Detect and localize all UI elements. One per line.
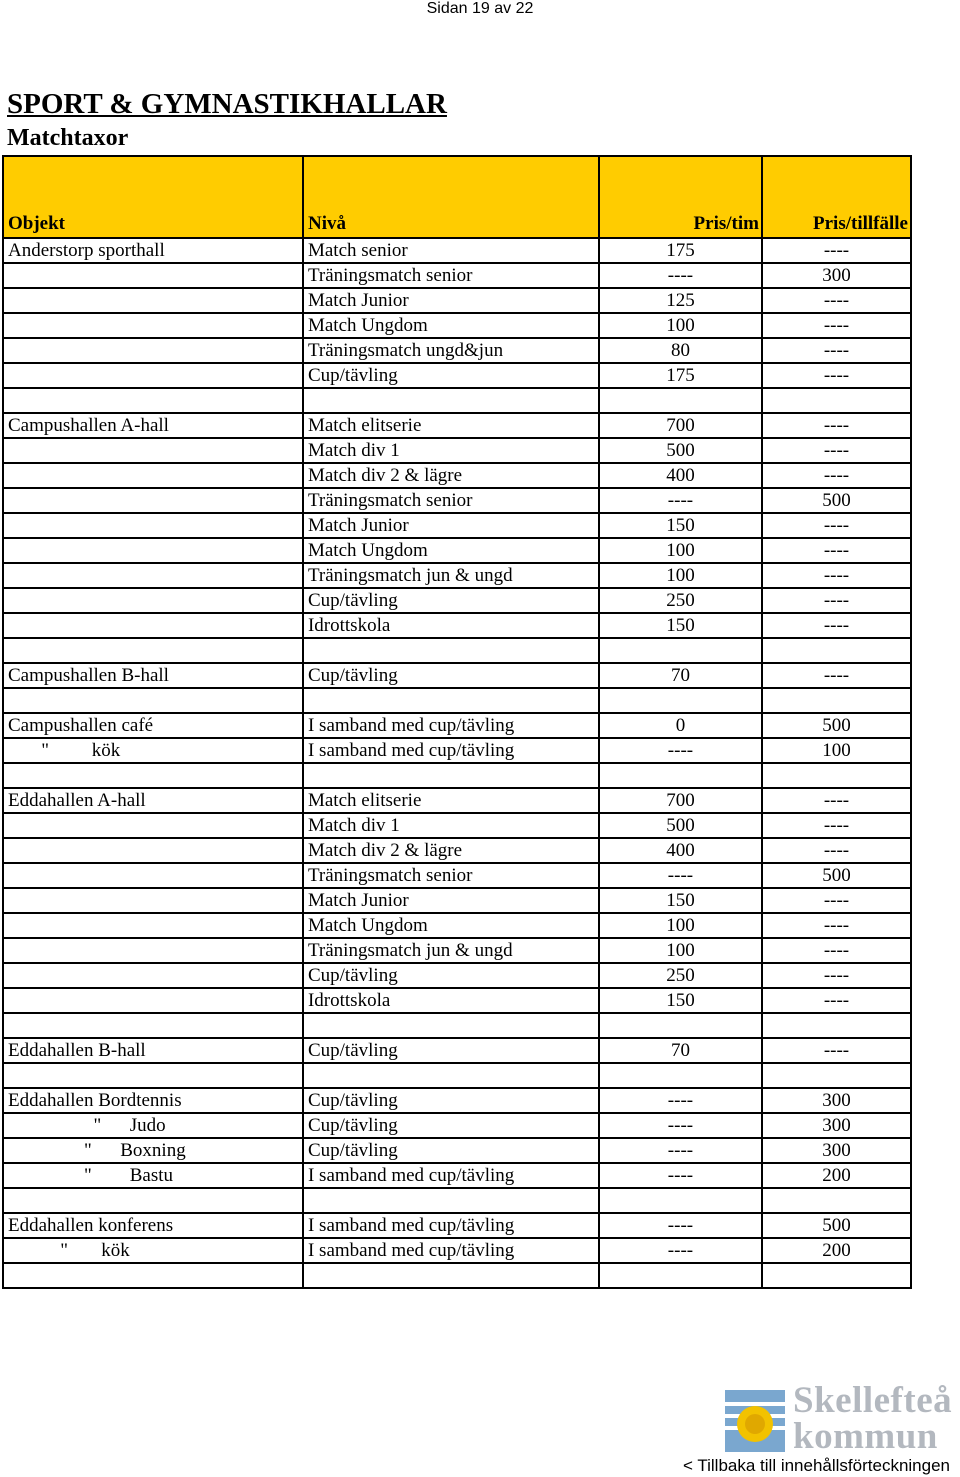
cell-objekt — [3, 313, 303, 338]
cell-pris-tillfalle: ---- — [762, 588, 911, 613]
table-row — [3, 738, 911, 763]
cell-objekt — [3, 963, 303, 988]
cell-pris-tillfalle: ---- — [762, 288, 911, 313]
table-row — [3, 1063, 911, 1088]
table-row — [3, 613, 911, 638]
cell-niva: Cup/tävling — [303, 963, 599, 988]
cell-pris-tim — [599, 1188, 762, 1213]
cell-objekt — [3, 1013, 303, 1038]
cell-niva: Träningsmatch jun & ungd — [303, 938, 599, 963]
table-row — [3, 263, 911, 288]
cell-objekt: Eddahallen Bordtennis — [3, 1088, 303, 1113]
cell-objekt — [3, 1063, 303, 1088]
table-row — [3, 1238, 911, 1263]
cell-objekt — [3, 1188, 303, 1213]
cell-niva: Träningsmatch senior — [303, 488, 599, 513]
cell-pris-tim: 125 — [599, 288, 762, 313]
skelleftea-kommun-logo — [725, 1380, 955, 1457]
table-row — [3, 438, 911, 463]
cell-niva: Träningsmatch senior — [303, 263, 599, 288]
cell-pris-tillfalle: 300 — [762, 1138, 911, 1163]
cell-niva — [303, 763, 599, 788]
cell-niva: Idrottskola — [303, 988, 599, 1013]
column-header-pris-tim: Pris/tim — [599, 156, 762, 238]
cell-objekt — [3, 538, 303, 563]
cell-niva: Match Junior — [303, 288, 599, 313]
cell-pris-tillfalle: ---- — [762, 313, 911, 338]
cell-pris-tillfalle: ---- — [762, 513, 911, 538]
cell-niva: Match senior — [303, 238, 599, 263]
cell-pris-tim: 150 — [599, 513, 762, 538]
cell-pris-tim: 100 — [599, 938, 762, 963]
cell-pris-tim: 100 — [599, 913, 762, 938]
cell-objekt: Eddahallen A-hall — [3, 788, 303, 813]
cell-objekt — [3, 563, 303, 588]
cell-pris-tim: 400 — [599, 463, 762, 488]
table-row — [3, 313, 911, 338]
cell-pris-tim: 70 — [599, 663, 762, 688]
cell-objekt — [3, 763, 303, 788]
cell-objekt: Campushallen B-hall — [3, 663, 303, 688]
cell-pris-tillfalle: ---- — [762, 463, 911, 488]
table-row — [3, 1188, 911, 1213]
cell-pris-tillfalle — [762, 763, 911, 788]
cell-pris-tillfalle: ---- — [762, 888, 911, 913]
cell-pris-tillfalle — [762, 388, 911, 413]
cell-objekt — [3, 688, 303, 713]
cell-niva: Idrottskola — [303, 613, 599, 638]
table-row — [3, 413, 911, 438]
column-header-pris-tillfalle: Pris/tillfälle — [762, 156, 911, 238]
cell-pris-tim: ---- — [599, 1138, 762, 1163]
cell-pris-tim — [599, 388, 762, 413]
cell-objekt — [3, 988, 303, 1013]
cell-objekt — [3, 513, 303, 538]
table-row — [3, 513, 911, 538]
table-row — [3, 338, 911, 363]
cell-pris-tillfalle: ---- — [762, 788, 911, 813]
cell-objekt: " kök — [3, 1238, 303, 1263]
cell-pris-tillfalle: 500 — [762, 1213, 911, 1238]
table-row — [3, 863, 911, 888]
cell-niva — [303, 1013, 599, 1038]
cell-objekt — [3, 888, 303, 913]
cell-pris-tillfalle: ---- — [762, 363, 911, 388]
table-header-row — [3, 156, 911, 238]
cell-niva — [303, 1188, 599, 1213]
cell-objekt: Eddahallen konferens — [3, 1213, 303, 1238]
cell-objekt — [3, 288, 303, 313]
cell-pris-tim: 0 — [599, 713, 762, 738]
cell-pris-tillfalle: ---- — [762, 988, 911, 1013]
table-row — [3, 288, 911, 313]
cell-objekt — [3, 263, 303, 288]
table-row — [3, 1213, 911, 1238]
cell-pris-tim: 700 — [599, 788, 762, 813]
table-row — [3, 638, 911, 663]
cell-objekt — [3, 388, 303, 413]
table-row — [3, 363, 911, 388]
cell-pris-tim: 100 — [599, 538, 762, 563]
table-row — [3, 1088, 911, 1113]
cell-niva: Match Junior — [303, 513, 599, 538]
cell-pris-tim: 80 — [599, 338, 762, 363]
cell-pris-tim: 250 — [599, 963, 762, 988]
cell-pris-tim: ---- — [599, 1213, 762, 1238]
table-row — [3, 963, 911, 988]
cell-niva: Match Junior — [303, 888, 599, 913]
table-row — [3, 538, 911, 563]
cell-objekt — [3, 438, 303, 463]
cell-niva — [303, 638, 599, 663]
cell-pris-tillfalle: ---- — [762, 338, 911, 363]
table-row — [3, 1113, 911, 1138]
cell-pris-tillfalle: 500 — [762, 713, 911, 738]
cell-pris-tim — [599, 1263, 762, 1288]
table-row — [3, 463, 911, 488]
cell-objekt: Anderstorp sporthall — [3, 238, 303, 263]
cell-objekt — [3, 813, 303, 838]
cell-niva — [303, 1063, 599, 1088]
cell-objekt — [3, 838, 303, 863]
cell-pris-tim — [599, 1013, 762, 1038]
table-row — [3, 813, 911, 838]
cell-pris-tillfalle: ---- — [762, 438, 911, 463]
cell-pris-tim: ---- — [599, 863, 762, 888]
cell-niva: Träningsmatch ungd&jun — [303, 338, 599, 363]
cell-objekt: Campushallen A-hall — [3, 413, 303, 438]
table-row — [3, 663, 911, 688]
cell-niva: Match div 2 & lägre — [303, 463, 599, 488]
rates-table — [2, 155, 912, 1289]
page-subtitle: Matchtaxor — [7, 125, 129, 151]
cell-pris-tim: 100 — [599, 313, 762, 338]
cell-niva: Match Ungdom — [303, 913, 599, 938]
logo-text-line1: Skellefteå — [793, 1380, 953, 1421]
cell-pris-tillfalle: 200 — [762, 1238, 911, 1263]
cell-pris-tillfalle: ---- — [762, 563, 911, 588]
cell-objekt — [3, 1263, 303, 1288]
table-row — [3, 938, 911, 963]
cell-pris-tim: 700 — [599, 413, 762, 438]
cell-niva: Cup/tävling — [303, 663, 599, 688]
cell-pris-tillfalle: 300 — [762, 1088, 911, 1113]
cell-objekt — [3, 863, 303, 888]
cell-niva: I samband med cup/tävling — [303, 1163, 599, 1188]
cell-pris-tillfalle: ---- — [762, 413, 911, 438]
cell-niva: Match div 1 — [303, 438, 599, 463]
cell-pris-tim: ---- — [599, 263, 762, 288]
column-header-objekt: Objekt — [3, 156, 303, 238]
cell-pris-tillfalle: ---- — [762, 613, 911, 638]
table-row — [3, 238, 911, 263]
page-number: Sidan 19 av 22 — [426, 0, 534, 17]
cell-pris-tim: 100 — [599, 563, 762, 588]
table-row — [3, 1263, 911, 1288]
cell-pris-tillfalle — [762, 1013, 911, 1038]
cell-pris-tim: ---- — [599, 1113, 762, 1138]
cell-pris-tim — [599, 763, 762, 788]
cell-niva — [303, 688, 599, 713]
cell-objekt — [3, 338, 303, 363]
cell-objekt — [3, 913, 303, 938]
cell-objekt — [3, 363, 303, 388]
cell-pris-tillfalle — [762, 1063, 911, 1088]
table-row — [3, 1038, 911, 1063]
cell-pris-tillfalle — [762, 638, 911, 663]
cell-pris-tillfalle: ---- — [762, 913, 911, 938]
cell-pris-tim: 400 — [599, 838, 762, 863]
cell-objekt — [3, 938, 303, 963]
cell-pris-tim: 250 — [599, 588, 762, 613]
cell-pris-tillfalle: ---- — [762, 838, 911, 863]
cell-niva: Match elitserie — [303, 788, 599, 813]
cell-pris-tillfalle: ---- — [762, 1038, 911, 1063]
cell-objekt: " Bastu — [3, 1163, 303, 1188]
cell-niva: Match div 2 & lägre — [303, 838, 599, 863]
cell-pris-tillfalle: 200 — [762, 1163, 911, 1188]
cell-objekt — [3, 638, 303, 663]
cell-pris-tim: 150 — [599, 988, 762, 1013]
cell-pris-tillfalle: ---- — [762, 538, 911, 563]
table-row — [3, 588, 911, 613]
cell-objekt — [3, 488, 303, 513]
cell-pris-tillfalle: 300 — [762, 263, 911, 288]
table-row — [3, 788, 911, 813]
cell-pris-tillfalle: ---- — [762, 938, 911, 963]
cell-pris-tim: ---- — [599, 488, 762, 513]
page-title: SPORT & GYMNASTIKHALLAR — [7, 88, 447, 120]
cell-pris-tim: 150 — [599, 613, 762, 638]
table-row — [3, 1013, 911, 1038]
cell-objekt: " Boxning — [3, 1138, 303, 1163]
cell-niva: Cup/tävling — [303, 1088, 599, 1113]
cell-niva: I samband med cup/tävling — [303, 1238, 599, 1263]
cell-objekt: " Judo — [3, 1113, 303, 1138]
cell-pris-tim: 500 — [599, 438, 762, 463]
cell-niva: Match elitserie — [303, 413, 599, 438]
cell-niva — [303, 388, 599, 413]
table-row — [3, 1163, 911, 1188]
table-row — [3, 563, 911, 588]
cell-niva: Match div 1 — [303, 813, 599, 838]
cell-pris-tim — [599, 1063, 762, 1088]
cell-pris-tillfalle: 300 — [762, 1113, 911, 1138]
cell-pris-tim — [599, 688, 762, 713]
cell-pris-tillfalle: ---- — [762, 813, 911, 838]
cell-pris-tim: ---- — [599, 1163, 762, 1188]
cell-niva: Cup/tävling — [303, 588, 599, 613]
table-row — [3, 913, 911, 938]
cell-pris-tillfalle — [762, 1188, 911, 1213]
cell-objekt: Eddahallen B-hall — [3, 1038, 303, 1063]
cell-niva: I samband med cup/tävling — [303, 1213, 599, 1238]
logo-text-line2: kommun — [793, 1416, 938, 1457]
cell-niva: Träningsmatch senior — [303, 863, 599, 888]
cell-objekt — [3, 613, 303, 638]
cell-pris-tim: 150 — [599, 888, 762, 913]
cell-pris-tillfalle: ---- — [762, 663, 911, 688]
cell-pris-tillfalle: ---- — [762, 238, 911, 263]
cell-niva: Cup/tävling — [303, 1138, 599, 1163]
cell-niva — [303, 1263, 599, 1288]
cell-niva: Match Ungdom — [303, 538, 599, 563]
cell-niva: Träningsmatch jun & ungd — [303, 563, 599, 588]
coat-of-arms-icon — [725, 1390, 785, 1452]
table-row — [3, 713, 911, 738]
cell-niva: I samband med cup/tävling — [303, 713, 599, 738]
cell-pris-tim: 70 — [599, 1038, 762, 1063]
cell-objekt: " kök — [3, 738, 303, 763]
cell-pris-tillfalle — [762, 1263, 911, 1288]
table-row — [3, 388, 911, 413]
cell-pris-tillfalle — [762, 688, 911, 713]
cell-objekt — [3, 463, 303, 488]
table-row — [3, 763, 911, 788]
table-row — [3, 888, 911, 913]
cell-objekt — [3, 588, 303, 613]
cell-pris-tim — [599, 638, 762, 663]
cell-pris-tim: ---- — [599, 738, 762, 763]
table-row — [3, 688, 911, 713]
cell-objekt: Campushallen café — [3, 713, 303, 738]
cell-pris-tillfalle: 500 — [762, 488, 911, 513]
cell-pris-tim: 175 — [599, 363, 762, 388]
table-row — [3, 1138, 911, 1163]
cell-niva: Cup/tävling — [303, 1038, 599, 1063]
table-row — [3, 988, 911, 1013]
cell-pris-tim: 500 — [599, 813, 762, 838]
cell-pris-tillfalle: 100 — [762, 738, 911, 763]
cell-niva: Cup/tävling — [303, 1113, 599, 1138]
cell-niva: Cup/tävling — [303, 363, 599, 388]
cell-niva: I samband med cup/tävling — [303, 738, 599, 763]
cell-pris-tim: ---- — [599, 1088, 762, 1113]
column-header-niva: Nivå — [303, 156, 599, 238]
table-row — [3, 488, 911, 513]
cell-pris-tim: 175 — [599, 238, 762, 263]
cell-pris-tillfalle: 500 — [762, 863, 911, 888]
table-body — [3, 238, 911, 1288]
table-row — [3, 838, 911, 863]
cell-pris-tillfalle: ---- — [762, 963, 911, 988]
back-to-contents-link[interactable]: < Tillbaka till innehållsförteckningen — [683, 1456, 950, 1475]
cell-niva: Match Ungdom — [303, 313, 599, 338]
cell-pris-tim: ---- — [599, 1238, 762, 1263]
